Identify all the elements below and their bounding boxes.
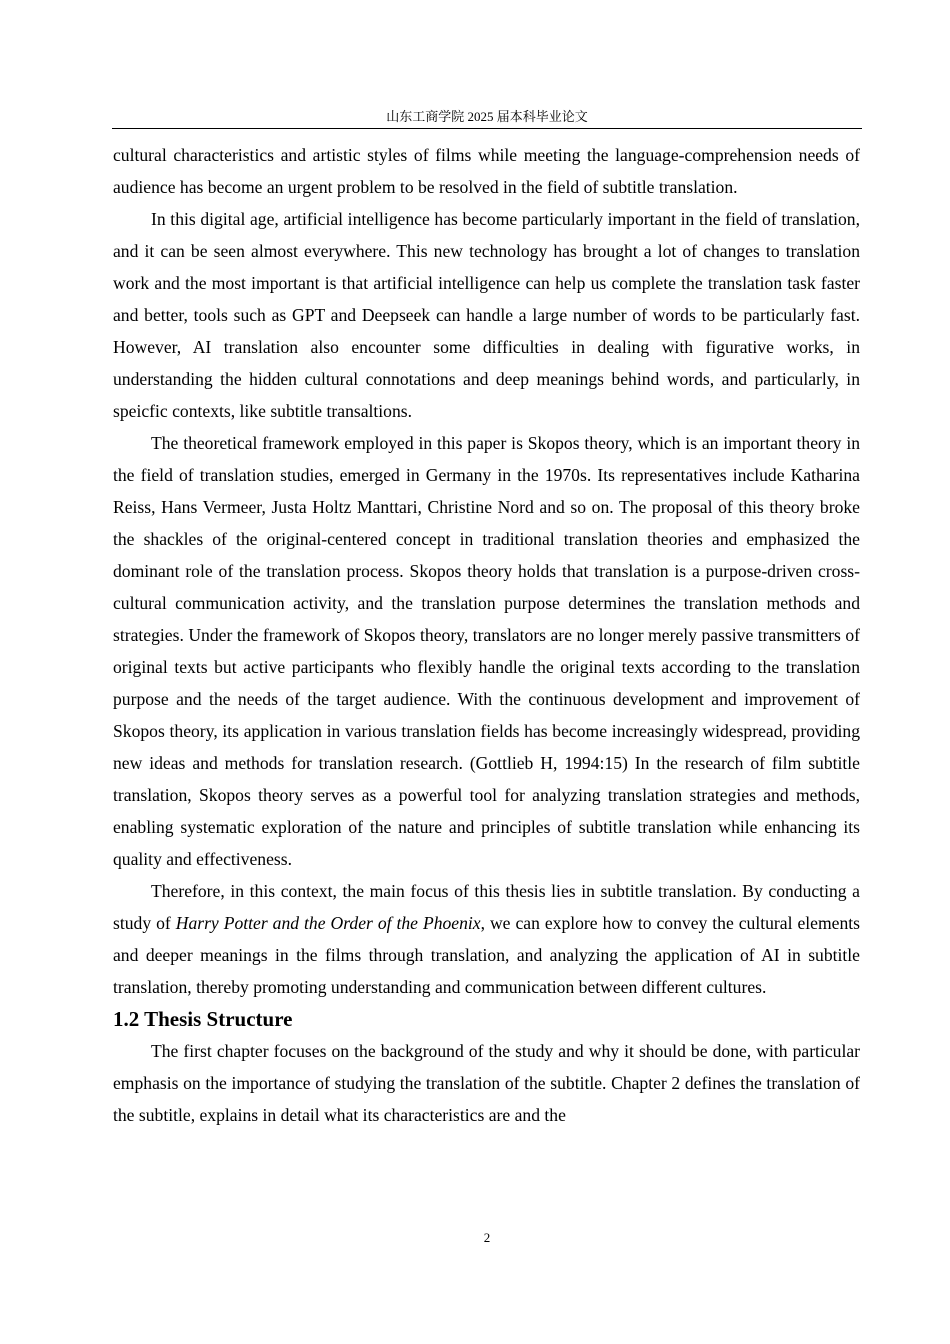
running-header: 山东工商学院 2025 届本科毕业论文 [386,109,588,124]
header-rule [112,128,862,129]
paragraph-text: Therefore, in this context, the main focus of this thesis lies in subtitle translation. By conducting a study of [113,881,860,933]
body-text [113,139,860,1131]
section-heading: 1.2 Thesis Structure [113,1007,293,1031]
paragraph-skopos-theory: The theoretical framework employed in this paper is Skopos theory, which is an important theory in the field of translation studies, emerged in Germany in the 1970s. Its representatives include Katharina Reiss, Hans Vermeer, Justa Holtz Manttari, Christine Nord and so on. The proposal of this theory broke the shackles of the original-centered concept in traditional translation theories and emphasized the dominant role of the translation process. Skopos theory holds that translation is a purpose-driven cross-cultural communication activity, and the translation purpose determines the translation methods and strategies. Under the framework of Skopos theory, translators are no longer merely passive transmitters of original texts but active participants who flexibly handle the original texts according to the translation purpose and the needs of the target audience. With the continuous development and improvement of Skopos theory, its application in various translation fields has become increasingly widespread, providing new ideas and methods for translation research. (Gottlieb H, 1994:15) In the research of film subtitle translation, Skopos theory serves as a powerful tool for analyzing translation strategies and methods, enabling systematic exploration of the nature and principles of subtitle translation while enhancing its quality and effectiveness. [113,433,860,869]
film-title: Harry Potter and the Order of the Phoenix [175,913,481,933]
paragraph-text: , we can explore how to convey the cultural elements and deeper meanings in the films through translation, and analyzing the application of AI in subtitle translation, thereby promoting understanding and communication between different cultures. [113,913,860,997]
paragraph-ai-translation: In this digital age, artificial intelligence has become particularly important in the field of translation, and it can be seen almost everywhere. This new technology has brought a lot of changes to translation work and the most important is that artificial intelligence can help us complete the translation task faster and better, tools such as GPT and Deepseek can handle a large number of words to be particularly fast. However, AI translation also encounter some difficulties in dealing with figurative works, in understanding the hidden cultural connotations and deep meanings behind words, and particularly, in speicfic contexts, like subtitle transaltions. [113,209,860,421]
page-number: 2 [483,1230,491,1245]
paragraph-continued: cultural characteristics and artistic styles of films while meeting the language-comprehension needs of audience has become an urgent problem to be resolved in the field of subtitle translation. [113,145,860,197]
paragraph-thesis-focus [113,875,860,1003]
paragraph-thesis-structure: The first chapter focuses on the background of the study and why it should be done, with particular emphasis on the importance of studying the translation of the subtitle. Chapter 2 defines the translation of the subtitle, explains in detail what its characteristics are and the [113,1041,860,1125]
